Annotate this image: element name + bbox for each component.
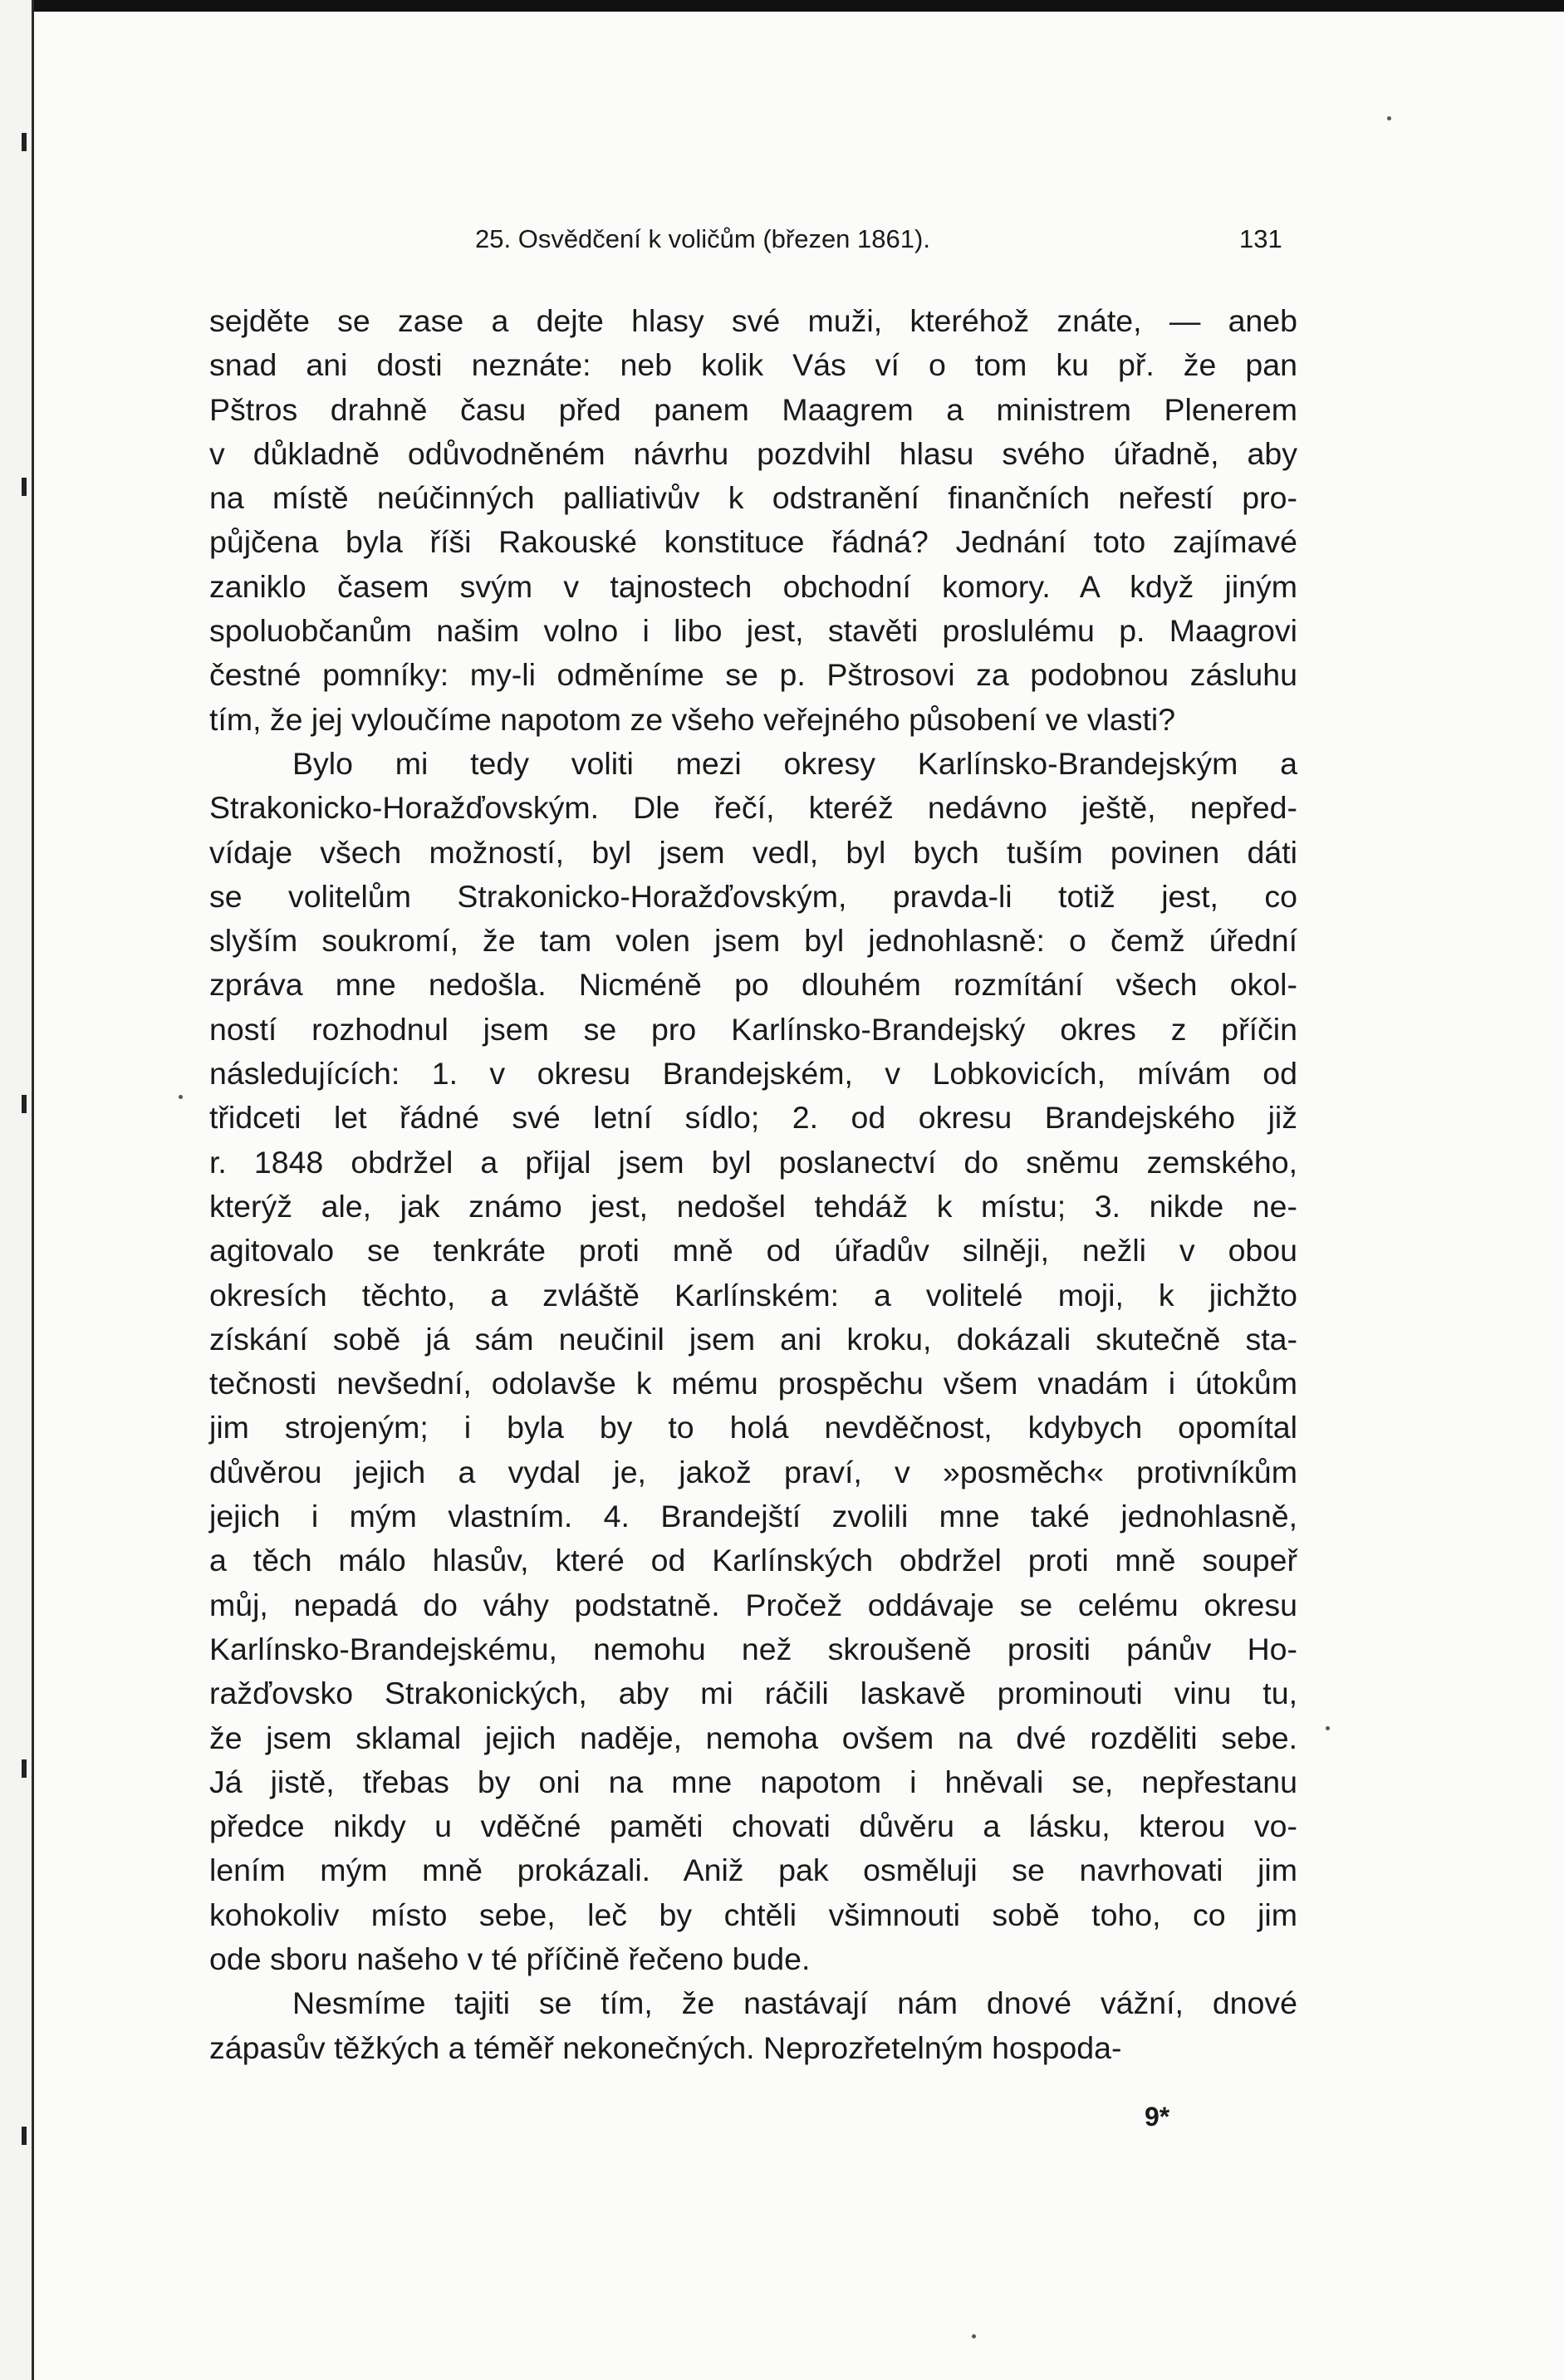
text-line: Bylo mi tedy voliti mezi okresy Karlínsko-Brandejským a	[292, 745, 1297, 781]
text-line: zpráva mne nedošla. Nicméně po dlouhém rozmítání všech okol-	[209, 967, 1297, 1003]
text-line: Já jistě, třebas by oni na mne napotom i hněvali se, nepřestanu	[209, 1764, 1297, 1799]
paragraph	[209, 299, 1297, 742]
text-line: Pštros drahně času před panem Maagrem a ministrem Plenerem	[209, 391, 1297, 427]
text-line: jim strojeným; i byla by to holá nevděčnost, kdybych opomítal	[209, 1410, 1297, 1445]
text-line: na místě neúčinných palliativův k odstranění finančních neřestí pro-	[209, 480, 1297, 516]
text-line: třidceti let řádné své letní sídlo; 2. od okresu Brandejského již	[209, 1100, 1297, 1136]
text-line: ností rozhodnul jsem se pro Karlínsko-Brandejský okres z příčin	[209, 1011, 1297, 1047]
text-line: sejděte se zase a dejte hlasy své muži, kteréhož znáte, — aneb	[209, 303, 1297, 338]
text-line: okresích těchto, a zvláště Karlínském: a volitelé moji, k jichžto	[209, 1277, 1297, 1313]
edge-mark	[22, 1095, 27, 1113]
edge-mark	[22, 133, 27, 151]
text-line: čestné pomníky: my-li odměníme se p. Pštrosovi za podobnou zásluhu	[209, 657, 1297, 693]
page-number: 131	[1239, 224, 1282, 253]
signature-mark: 9*	[1145, 2102, 1170, 2132]
text-line: můj, nepadá do váhy podstatně. Pročež oddávaje se celému okresu	[209, 1587, 1297, 1622]
text-line: půjčena byla říši Rakouské konstituce řádná? Jednání toto zajímavé	[209, 524, 1297, 560]
text-line: jejich i mým vlastním. 4. Brandejští zvolili mne také jednohlasně,	[209, 1499, 1297, 1534]
paragraph	[209, 1981, 1297, 2070]
scan-top-border	[0, 0, 1564, 12]
text-line: Karlínsko-Brandejskému, nemohu než skroušeně prositi pánův Ho-	[209, 1631, 1297, 1666]
paragraph	[209, 742, 1297, 1981]
scan-speck	[179, 1095, 183, 1099]
body-text	[209, 299, 1297, 2070]
text-line: předce nikdy u vděčné paměti chovati důvěru a lásku, kterou vo-	[209, 1808, 1297, 1844]
text-line: tečnosti nevšední, odolavše k mému prospěchu všem vnadám i útokům	[209, 1366, 1297, 1401]
text-line: r. 1848 obdržel a přijal jsem byl poslanectví do sněmu zemského,	[209, 1144, 1297, 1180]
text-line: Nesmíme tajiti se tím, že nastávají nám dnové vážní, dnové	[292, 1985, 1297, 2021]
text-line: získání sobě já sám neučinil jsem ani kroku, dokázali skutečně sta-	[209, 1321, 1297, 1357]
scan-speck	[1387, 116, 1391, 120]
text-line: Strakonicko-Horažďovským. Dle řečí, kteréž nedávno ještě, nepřed-	[209, 790, 1297, 826]
text-line: důvěrou jejich a vydal je, jakož praví, v »posměch« protivníkům	[209, 1454, 1297, 1489]
text-line: snad ani dosti neznáte: neb kolik Vás ví o tom ku př. že pan	[209, 347, 1297, 383]
text-line: ode sboru našeho v té příčině řečeno bude.	[209, 1941, 811, 1976]
text-line: vídaje všech možností, byl jsem vedl, byl bych tuším povinen dáti	[209, 834, 1297, 870]
text-line: a těch málo hlasův, které od Karlínských obdržel proti mně soupeř	[209, 1543, 1297, 1578]
text-line: agitovalo se tenkráte proti mně od úřadův silněji, nežli v obou	[209, 1233, 1297, 1269]
text-line: že jsem sklamal jejich naděje, nemoha ovšem na dvé rozděliti sebe.	[209, 1720, 1297, 1755]
text-line: se volitelům Strakonicko-Horažďovským, pravda-li totiž jest, co	[209, 878, 1297, 914]
text-line: ražďovsko Strakonických, aby mi ráčili laskavě prominouti vinu tu,	[209, 1676, 1297, 1711]
chapter-title: 25. Osvědčení k voličům (březen 1861).	[475, 224, 930, 253]
text-line: zaniklo časem svým v tajnostech obchodní komory. A když jiným	[209, 568, 1297, 604]
text-line: tím, že jej vyloučíme napotom ze všeho veřejného působení ve vlasti?	[209, 701, 1176, 737]
text-line: následujících: 1. v okresu Brandejském, v Lobkovicích, mívám od	[209, 1056, 1297, 1092]
text-line: zápasův těžkých a téměř nekonečných. Neprozřetelným hospoda-	[209, 2029, 1122, 2065]
running-head	[0, 224, 1564, 266]
text-line: slyším soukromí, že tam volen jsem byl jednohlasně: o čemž úřední	[209, 923, 1297, 959]
edge-mark	[22, 478, 27, 496]
text-line: kohokoliv místo sebe, leč by chtěli všimnouti sobě toho, co jim	[209, 1897, 1297, 1932]
scan-left-border	[0, 0, 34, 2380]
scan-speck	[972, 2334, 976, 2338]
text-line: v důkladně odůvodněném návrhu pozdvihl hlasu svého úřadně, aby	[209, 435, 1297, 471]
text-line: lením mým mně prokázali. Aniž pak osměluji se navrhovati jim	[209, 1852, 1297, 1888]
text-line: kterýž ale, jak známo jest, nedošel tehdáž k místu; 3. nikde ne-	[209, 1188, 1297, 1224]
text-line: spoluobčanům našim volno i libo jest, stavěti proslulému p. Maagrovi	[209, 613, 1297, 649]
edge-mark	[22, 2127, 27, 2145]
scan-speck	[1326, 1726, 1330, 1730]
edge-mark	[22, 1759, 27, 1778]
